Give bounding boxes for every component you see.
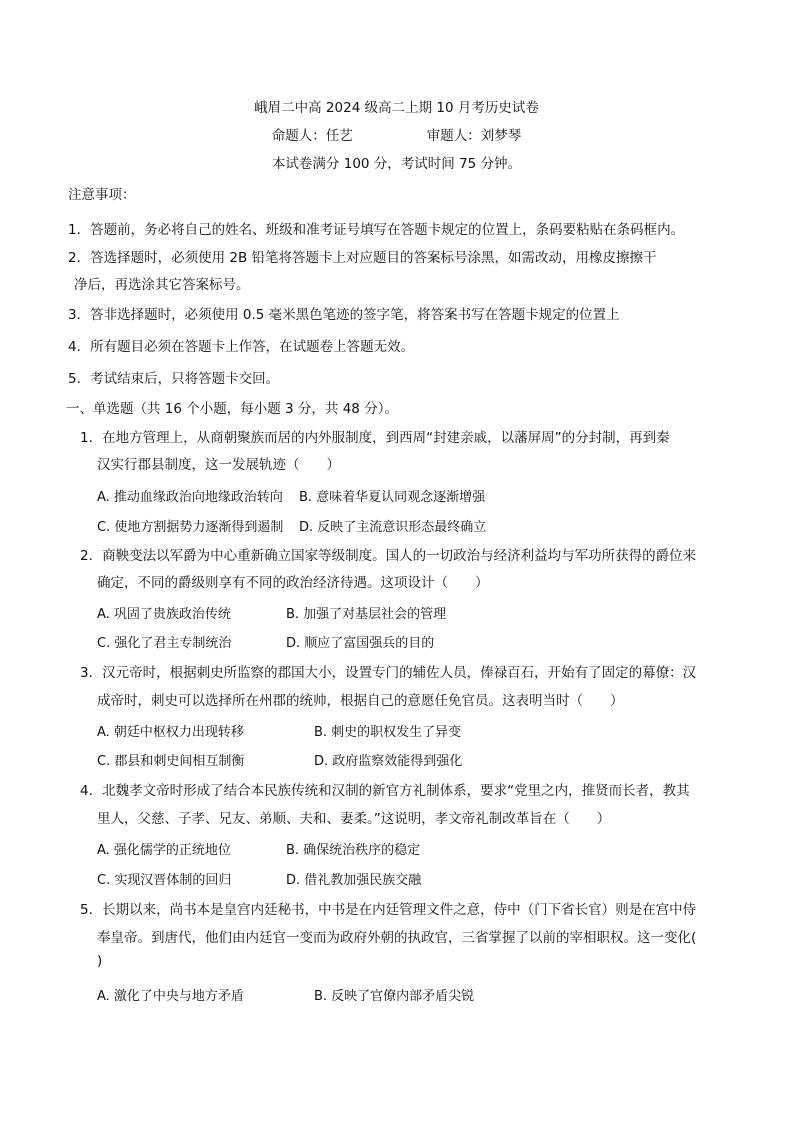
question-2-option-b: B. 加强了对基层社会的管理	[286, 607, 447, 622]
notice-heading: 注意事项：	[68, 187, 136, 203]
exam-title: 峨眉二中高 2024 级高二上期 10 月考历史试卷	[254, 100, 539, 116]
notice-item: 4．所有题目必须在答题卡上作答，在试题卷上答题无效。	[68, 339, 415, 355]
question-3-line: 成帝时，刺史可以选择所在州郡的统帅，根据自己的意愿任免官员。这表明当时（ ）	[97, 693, 624, 709]
question-4-line: 里人，父慈、子孝、兄友、弟顺、夫和、妻柔。”这说明，孝文帝礼制改革旨在（ ）	[97, 811, 611, 827]
section-heading: 一、单选题（共 16 个小题，每小题 3 分，共 48 分）。	[66, 401, 398, 417]
question-1-option-a: A. 推动血缘政治向地缘政治转向	[97, 490, 283, 505]
question-4-line: 4．北魏孝文帝时形成了结合本民族传统和汉制的新官方礼制体系，要求“党里之内，推贤而长者，教其	[80, 783, 690, 799]
question-4-option-c: C. 实现汉晋体制的回归	[97, 873, 232, 888]
question-1-option-d: D. 反映了主流意识形态最终确立	[299, 520, 487, 535]
question-2-option-a: A. 巩固了贵族政治传统	[97, 607, 231, 622]
question-5-option-a: A. 激化了中央与地方矛盾	[97, 989, 244, 1004]
notice-item: 1．答题前，务必将自己的姓名、班级和准考证号填写在答题卡规定的位置上，条码要粘贴在条码框内。	[68, 222, 685, 238]
notice-item: 5．考试结束后，只将答题卡交回。	[68, 371, 280, 387]
question-4-option-d: D. 借礼教加强民族交融	[286, 873, 422, 888]
proposer: 命题人：任艺	[271, 128, 353, 144]
question-4-option-b: B. 确保统治秩序的稳定	[286, 843, 421, 858]
notice-item-cont: 净后，再选涂其它答案标号。	[74, 277, 250, 293]
question-2-option-c: C. 强化了君主专制统治	[97, 636, 232, 651]
question-3-option-d: D. 政府监察效能得到强化	[314, 754, 463, 769]
question-1-line: 1．在地方管理上，从商朝聚族而居的内外服制度，到西周“封建亲戚，以藩屏周”的分封制，再到秦	[80, 430, 670, 446]
question-1-option-b: B. 意味着华夏认同观念逐渐增强	[299, 490, 486, 505]
question-5-line: 5．长期以来，尚书本是皇宫内廷秘书，中书是在内廷管理文件之意，侍中（门下省长官）则是在宫中侍	[80, 902, 697, 918]
question-3-option-a: A. 朝廷中枢权力出现转移	[97, 725, 244, 740]
question-5-line: 奉皇帝。到唐代，他们由内廷官一变而为政府外朝的执政官，三省掌握了以前的宰相职权。这一变化(	[97, 930, 697, 946]
question-3-option-c: C. 郡县和刺史间相互制衡	[97, 754, 245, 769]
question-5-line: )	[97, 953, 103, 969]
question-1-option-c: C. 使地方割据势力逐渐得到遏制	[97, 520, 284, 535]
reviewer: 审题人：刘梦琴	[426, 128, 522, 144]
exam-meta: 本试卷满分 100 分，考试时间 75 分钟。	[271, 156, 522, 172]
question-2-line: 确定，不同的爵级则享有不同的政治经济待遇。这项设计（ ）	[97, 575, 489, 591]
question-3-option-b: B. 刺史的职权发生了异变	[314, 725, 462, 740]
question-1-line: 汉实行郡县制度，这一发展轨迹（ ）	[97, 457, 340, 473]
notice-item: 2．答选择题时，必须使用 2B 铅笔将答题卡上对应题目的答案标号涂黑，如需改动，用橡皮擦擦干	[68, 250, 657, 266]
notice-item: 3．答非选择题时，必须使用 0.5 毫米黑色笔迹的签字笔，将答案书写在答题卡规定的位置上	[68, 307, 620, 323]
question-3-line: 3．汉元帝时，根据刺史所监察的郡国大小，设置专门的辅佐人员，俸禄百石，开始有了固定的幕僚：汉	[80, 665, 697, 681]
question-5-option-b: B. 反映了官僚内部矛盾尖锐	[314, 989, 475, 1004]
question-4-option-a: A. 强化儒学的正统地位	[97, 843, 231, 858]
question-2-option-d: D. 顺应了富国强兵的目的	[286, 636, 435, 651]
authors-line	[0, 124, 793, 144]
question-2-line: 2．商鞅变法以军爵为中心重新确立国家等级制度。国人的一切政治与经济利益均与军功所获得的爵位来	[80, 548, 697, 564]
